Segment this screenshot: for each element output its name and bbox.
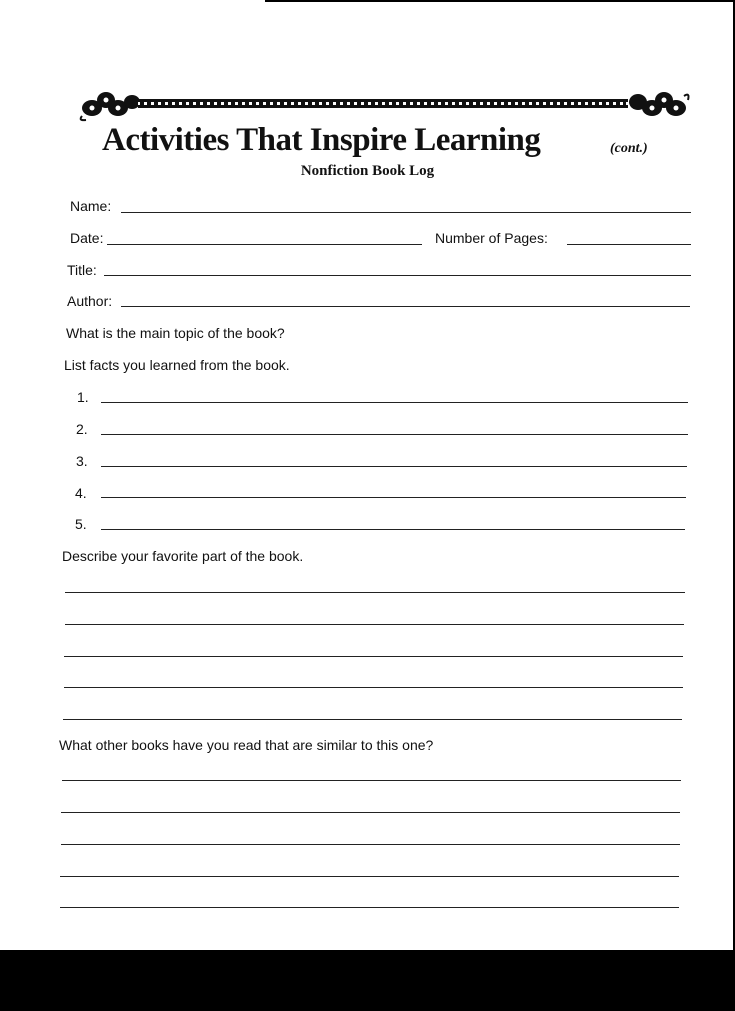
favorite-line-1[interactable]: [65, 592, 685, 593]
favorite-line-3[interactable]: [64, 656, 683, 657]
favorite-line-2[interactable]: [65, 624, 684, 625]
favorite-line-5[interactable]: [63, 719, 682, 720]
similar-line-4[interactable]: [60, 876, 679, 877]
question-favorite: Describe your favorite part of the book.: [62, 548, 304, 564]
fact-line-2[interactable]: [101, 434, 688, 435]
title-label: Title:: [67, 262, 97, 278]
similar-line-2[interactable]: [61, 812, 680, 813]
author-label: Author:: [67, 293, 113, 309]
name-field[interactable]: [121, 212, 691, 213]
author-field[interactable]: [121, 306, 690, 307]
fact-line-1[interactable]: [101, 402, 688, 403]
fact-number: 5.: [75, 516, 87, 532]
fact-number: 3.: [76, 453, 88, 469]
similar-line-1[interactable]: [62, 780, 681, 781]
title-suffix: (cont.): [610, 141, 648, 156]
name-label: Name:: [70, 198, 112, 214]
fact-line-5[interactable]: [101, 529, 685, 530]
dotted-ribbon: [138, 99, 628, 108]
page-edge-top: [265, 0, 735, 2]
fact-number: 4.: [75, 485, 87, 501]
title-field[interactable]: [104, 275, 691, 276]
page-subtitle: Nonfiction Book Log: [300, 163, 435, 179]
similar-line-5[interactable]: [60, 907, 679, 908]
decorative-banner: [78, 88, 690, 122]
fact-line-4[interactable]: [101, 497, 686, 498]
fact-number: 1.: [77, 389, 89, 405]
question-facts: List facts you learned from the book.: [64, 357, 290, 373]
similar-line-3[interactable]: [61, 844, 680, 845]
pages-label: Number of Pages:: [435, 230, 548, 246]
fact-number: 2.: [76, 421, 88, 437]
flower-cluster-right-icon: [629, 92, 689, 116]
page-title: Activities That Inspire Learning: [102, 122, 541, 158]
pages-field[interactable]: [567, 244, 691, 245]
date-field[interactable]: [107, 244, 422, 245]
question-main-topic: What is the main topic of the book?: [66, 325, 285, 341]
question-similar: What other books have you read that are similar to this one?: [59, 737, 434, 753]
date-label: Date:: [70, 230, 104, 246]
scan-bottom-edge: [0, 950, 735, 1011]
favorite-line-4[interactable]: [64, 687, 683, 688]
flower-cluster-left-icon: [81, 92, 140, 120]
fact-line-3[interactable]: [101, 466, 687, 467]
